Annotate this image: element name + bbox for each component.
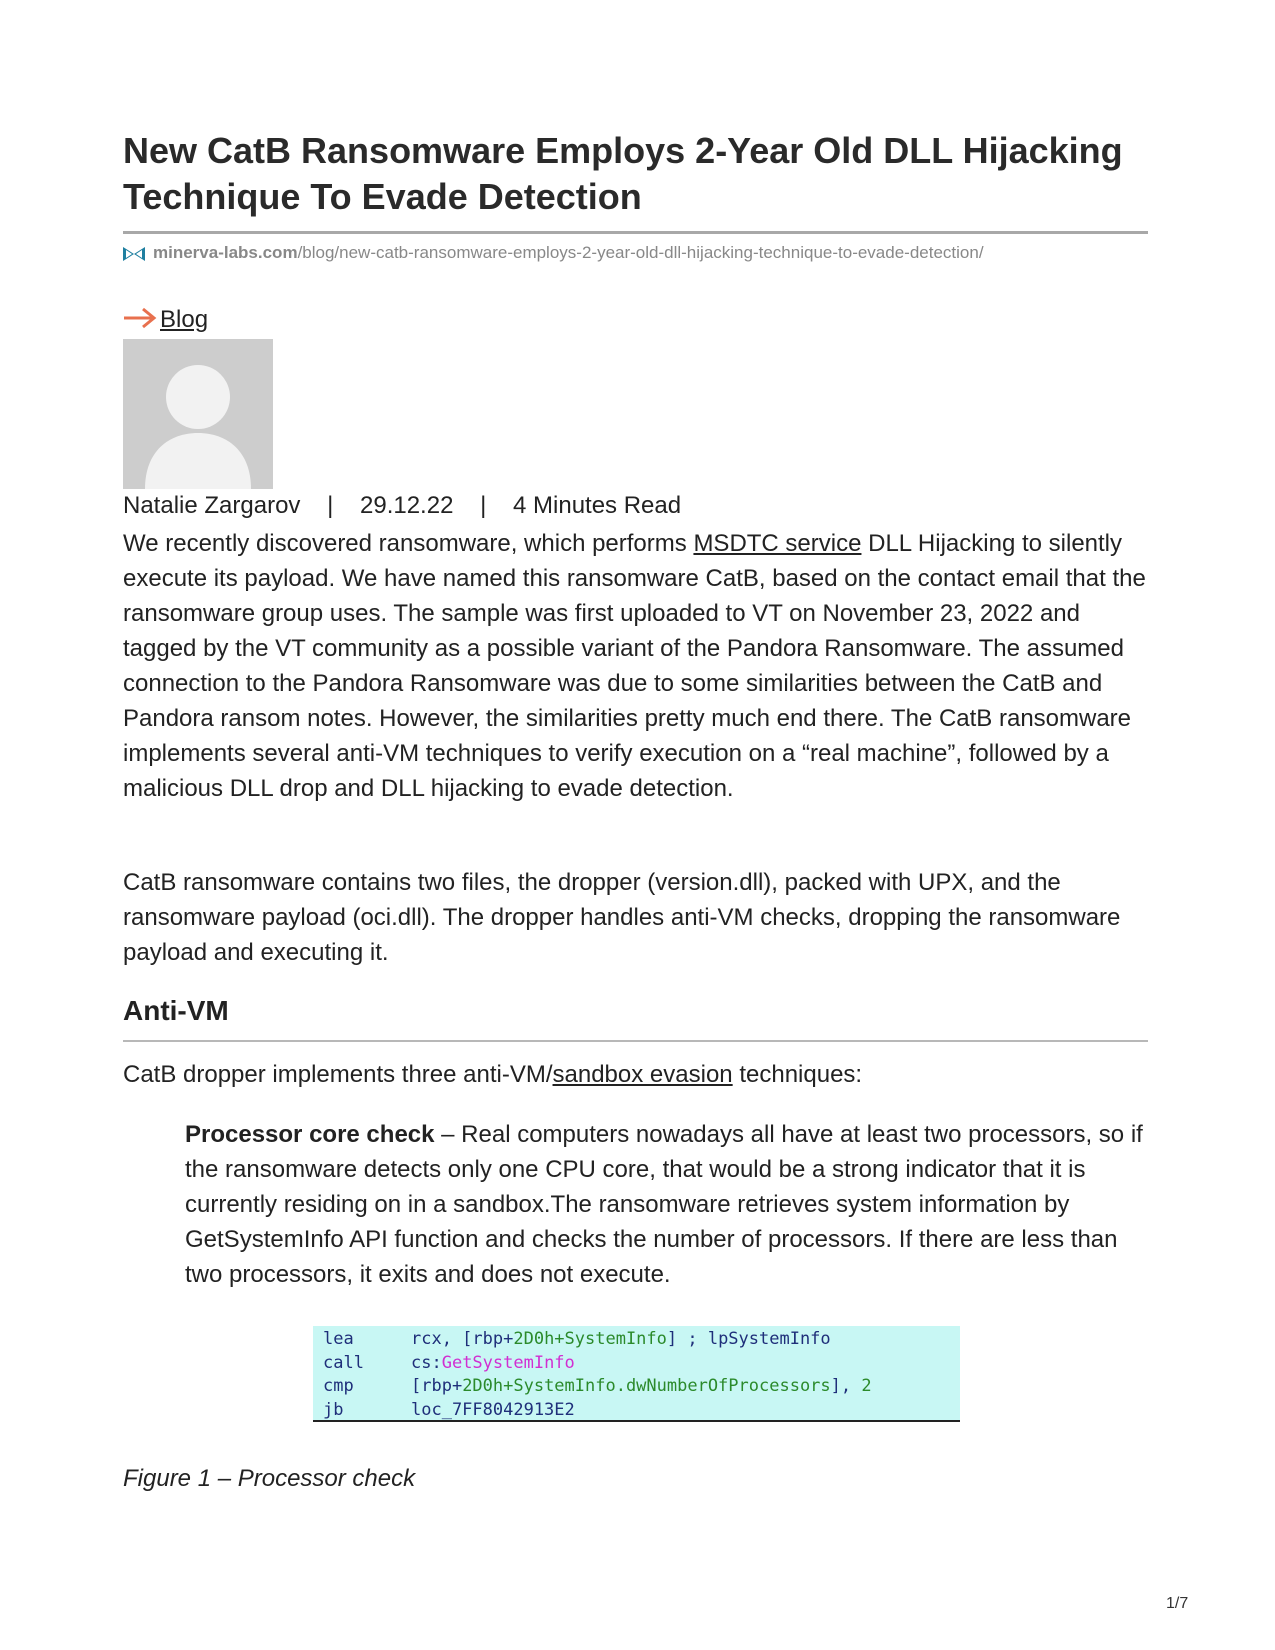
processor-check-paragraph: [185, 1117, 1148, 1292]
sandbox-evasion-link[interactable]: sandbox evasion: [552, 1061, 733, 1088]
files-paragraph: CatB ransomware contains two files, the dropper (version.dll), packed with UPX, and the ransomware payload (oci.dll). The dropper handles anti-VM checks, dropping the ransomware payload and executing it.: [123, 869, 1121, 966]
technique-title: Processor core check: [185, 1121, 435, 1148]
code-line: [313, 1352, 960, 1376]
author-name: Natalie Zargarov: [123, 492, 301, 519]
code-opcode: jb: [323, 1399, 344, 1420]
publish-date: 29.12.22: [360, 492, 454, 519]
source-url[interactable]: [123, 243, 984, 266]
msdtc-service-link[interactable]: MSDTC service: [693, 530, 862, 557]
disassembly-figure: [313, 1326, 960, 1422]
code-comment: ] ; lpSystemInfo: [666, 1329, 831, 1349]
title-divider: [123, 231, 1148, 234]
code-operand: GetSystemInfo: [441, 1352, 575, 1373]
article-title: New CatB Ransomware Employs 2-Year Old DLL Hijacking Technique To Evade Detection: [123, 130, 1123, 217]
code-opcode: cmp: [323, 1376, 354, 1396]
figure-caption: Figure 1 – Processor check: [123, 1465, 416, 1492]
code-line: [313, 1328, 960, 1352]
code-operand: [rbp+: [411, 1376, 463, 1396]
section-intro-start: CatB dropper implements three anti-VM/: [123, 1061, 553, 1088]
source-domain: minerva-labs.com: [153, 243, 298, 262]
intro-paragraph: [123, 526, 1148, 806]
code-opcode: call: [323, 1352, 364, 1373]
code-line: [313, 1399, 960, 1423]
code-operand: 2: [861, 1376, 872, 1396]
article-meta: [123, 492, 681, 520]
code-operand: cs:: [411, 1352, 442, 1373]
section-divider: [123, 1040, 1148, 1042]
technique-description: – Real computers nowadays all have at least two processors, so if the ransomware detects only one CPU core, that would be a strong indicator that it is currently residing on in a sandbox.The ransomware retrieves system information by GetSystemInfo API function and checks the number of processors. If there are less than two processors, it exits and does not execute.: [185, 1121, 1143, 1288]
section-intro: [123, 1057, 1148, 1092]
code-operand: ],: [830, 1376, 862, 1396]
code-operand: 2D0h+SystemInfo.dwNumberOfProcessors: [462, 1376, 831, 1396]
code-operand: 2D0h+SystemInfo: [513, 1329, 667, 1349]
code-opcode: lea: [323, 1329, 354, 1349]
avatar-placeholder-icon: [123, 339, 273, 489]
source-path: /blog/new-catb-ransomware-employs-2-year-old-dll-hijacking-technique-to-evade-detection/: [297, 243, 984, 262]
read-time: 4 Minutes Read: [513, 492, 682, 519]
breadcrumb-blog-link[interactable]: [123, 306, 208, 336]
author-avatar: [123, 339, 273, 489]
meta-separator: |: [480, 492, 487, 519]
intro-text-end: DLL Hijacking to silently execute its payload. We have named this ransomware CatB, based on the contact email that the ransomware group uses. The sample was first uploaded to VT on November 23, 2022 and tagged by the VT community as a possible variant of the Pandora Ransomware. The assumed connection to the Pandora Ransomware was due to some similarities between the CatB and Pandora ransom notes. However, the similarities pretty much end there. The CatB ransomware implements several anti-VM techniques to verify execution on a “real machine”, followed by a malicious DLL drop and DLL hijacking to evade detection.: [123, 530, 1146, 802]
code-operand: loc_7FF8042913E2: [411, 1399, 575, 1420]
code-operand: rcx, [rbp+: [411, 1329, 514, 1349]
section-intro-end: techniques:: [732, 1061, 863, 1088]
arrow-right-icon: [123, 307, 157, 336]
intro-text-start: We recently discovered ransomware, which performs: [123, 530, 694, 557]
breadcrumb-label: Blog: [160, 306, 209, 333]
page-number: 1/7: [1166, 1595, 1189, 1612]
section-heading-anti-vm: Anti-VM: [123, 995, 229, 1026]
meta-separator: |: [327, 492, 334, 519]
bowtie-icon: [123, 246, 145, 266]
code-line: [313, 1375, 960, 1399]
